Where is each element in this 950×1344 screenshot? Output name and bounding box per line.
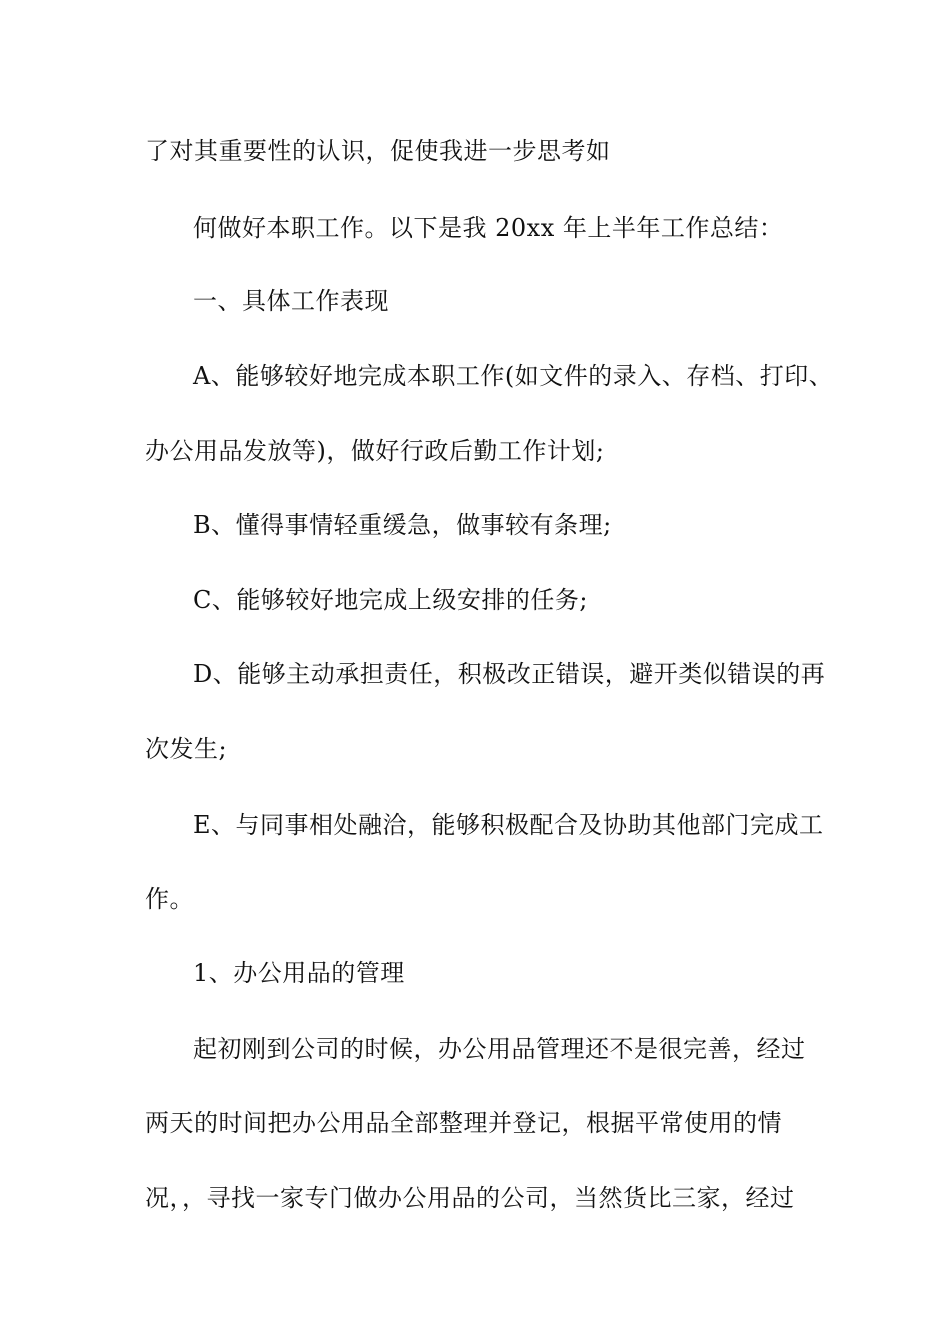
text-line-1: 了对其重要性的认识，促使我进一步思考如 [145, 137, 611, 165]
text-line-2: 何做好本职工作。以下是我 20xx 年上半年工作总结： [193, 214, 784, 242]
paragraph-line-3: 况，，寻找一家专门做办公用品的公司，当然货比三家，经过 [145, 1184, 795, 1212]
text-line-e: E、与同事相处融洽，能够积极配合及协助其他部门完成工 [193, 811, 824, 839]
section-heading: 一、具体工作表现 [193, 287, 389, 315]
text-line-c: C、能够较好地完成上级安排的任务; [193, 586, 588, 614]
text-line-a: A、能够较好地完成本职工作(如文件的录入、存档、打印、 [193, 362, 834, 390]
paragraph-line-2: 两天的时间把办公用品全部整理并登记，根据平常使用的情 [145, 1109, 782, 1137]
paragraph-line-1: 起初刚到公司的时候，办公用品管理还不是很完善，经过 [193, 1035, 806, 1063]
text-line-a-cont: 办公用品发放等)，做好行政后勤工作计划; [145, 437, 605, 465]
text-line-d-cont: 次发生; [145, 735, 228, 763]
text-line-e-cont: 作。 [145, 885, 194, 913]
text-line-b: B、懂得事情轻重缓急，做事较有条理; [193, 511, 612, 539]
subsection-heading: 1、办公用品的管理 [193, 959, 405, 987]
text-line-d: D、能够主动承担责任，积极改正错误，避开类似错误的再 [193, 660, 826, 688]
